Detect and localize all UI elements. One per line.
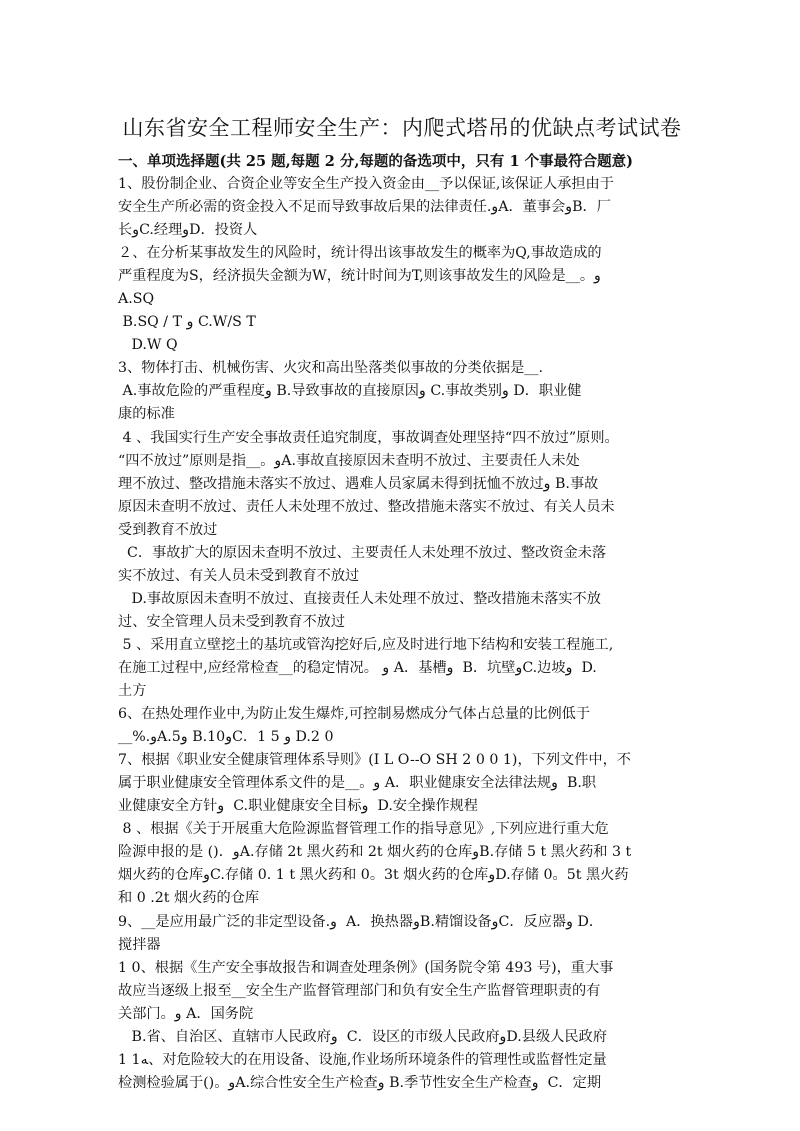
text-line: B.省、自治区、直辖市人民政府و C．设区的市级人民政府وD.县级人民政府 bbox=[118, 1028, 607, 1045]
text-line: 过、安全管理人员未受到教育不放过 bbox=[118, 613, 346, 630]
text-line: B.SQ / T و C.W/S T bbox=[118, 314, 256, 331]
text-line: __%.وA.5و B.10وC．1 5 و D.2 0 bbox=[118, 729, 334, 746]
text-line: D.W Q bbox=[118, 337, 178, 354]
text-line: ２、在分析某事故发生的风险时，统计得出该事故发生的概率为Q,事故造成的 bbox=[118, 245, 602, 262]
text-line: 险源申报的是 ()．وA.存储 2t 黑火药和 2t 烟火药的仓库وB.存储 5 t 黑火药和 3 t bbox=[118, 844, 632, 861]
text-line: 烟火药的仓库وC.存储 0. 1 t 黑火药和 0。3t 烟火药的仓库وD.存储 0。5t 黑火药 bbox=[118, 867, 629, 884]
text-line: 受到教育不放过 bbox=[118, 521, 218, 538]
document-page bbox=[118, 112, 686, 1095]
text-line: 6、在热处理作业中,为防止发生爆炸,可控制易燃成分气体占总量的比例低于 bbox=[118, 706, 591, 723]
text-line: 理不放过、整改措施未落实不放过、遇难人员家属未得到抚恤不放过و B.事故 bbox=[118, 475, 599, 492]
text-line: 康的标准 bbox=[118, 406, 175, 423]
text-line: 9、__是应用最广泛的非定型设备.و A．换热器وB.精馏设备وC．反应器و D． bbox=[118, 913, 604, 930]
document-title: 山东省安全工程师安全生产：内爬式塔吊的优缺点考试试卷 bbox=[122, 116, 682, 140]
text-line: 7、根据《职业安全健康管理体系导则》(I L O--O SH 2 0 0 1)，下列文件中，不 bbox=[118, 752, 631, 769]
text-line: 和 0 .2t 烟火药的仓库 bbox=[118, 890, 260, 907]
text-line: 3、物体打击、机械伤害、火灾和高出坠落类似事故的分类依据是__. bbox=[118, 360, 543, 377]
text-line: 搅拌器 bbox=[118, 936, 161, 953]
section-heading: 一、单项选择题(共 25 题,每题 2 分,每题的备选项中，只有 1 个事最符合题意) bbox=[118, 153, 633, 170]
text-line: D.事故原因未查明不放过、直接责任人未处理不放过、整改措施未落实不放 bbox=[118, 590, 601, 607]
text-line: 土方 bbox=[118, 683, 147, 700]
question-body bbox=[118, 173, 686, 1095]
text-line: 故应当逐级上报至__安全生产监督管理部门和负有安全生产监督管理职责的有 bbox=[118, 982, 601, 999]
text-line: 1、股份制企业、合资企业等安全生产投入资金由__予以保证,该保证人承担由于 bbox=[118, 176, 614, 192]
text-line: 关部门。و A．国务院 bbox=[118, 1005, 254, 1022]
text-line: 4 、我国实行生产安全事故责任追究制度，事故调查处理坚持“四不放过”原则。 bbox=[118, 429, 619, 446]
text-line: 5 、采用直立壁挖土的基坑或管沟挖好后,应及时进行地下结构和安装工程施工, bbox=[118, 636, 614, 653]
text-line: 安全生产所必需的资金投入不足而导致事故后果的法律责任.وA．董事会وB．厂 bbox=[118, 199, 611, 216]
text-line: 原因未查明不放过、责任人未处理不放过、整改措施未落实不放过、有关人员未 bbox=[118, 498, 615, 515]
text-line: A.SQ bbox=[118, 291, 155, 308]
text-line: “四不放过”原则是指__。وA.事故直接原因未查明不放过、主要责任人未处 bbox=[118, 452, 580, 469]
text-line: 8 、根据《关于开展重大危险源监督管理工作的指导意见》,下列应进行重大危 bbox=[118, 821, 609, 838]
text-line: 严重程度为S，经济损失金额为W，统计时间为T,则该事故发生的风险是__。و bbox=[118, 268, 601, 285]
text-line: 检测检验属于()。وA.综合性安全生产检查و B.季节性安全生产检查و C．定期 bbox=[118, 1074, 602, 1091]
text-line: A.事故危险的严重程度و B.导致事故的直接原因و C.事故类别و D．职业健 bbox=[118, 383, 582, 400]
text-line: 长وC.经理وD．投资人 bbox=[118, 222, 258, 239]
text-line: 1 1ﻪ、对危险较大的在用设备、设施,作业场所环境条件的管理性或监督性定量 bbox=[118, 1051, 607, 1068]
text-line: 实不放过、有关人员未受到教育不放过 bbox=[118, 567, 360, 584]
text-line: 属于职业健康安全管理体系文件的是__。و A．职业健康安全法律法规و B.职 bbox=[118, 775, 597, 792]
text-line: 业健康安全方针و C.职业健康安全目标و D.安全操作规程 bbox=[118, 798, 478, 815]
text-line: 1 0、根据《生产安全事故报告和调查处理条例》(国务院令第 493 号)，重大事 bbox=[118, 959, 614, 976]
text-line: 在施工过程中,应经常检查__的稳定情况。 و A．基槽و B．坑壁وC.边坡و D. bbox=[118, 659, 597, 676]
text-line: C．事故扩大的原因未查明不放过、主要责任人未处理不放过、整改资金未落 bbox=[118, 544, 607, 561]
